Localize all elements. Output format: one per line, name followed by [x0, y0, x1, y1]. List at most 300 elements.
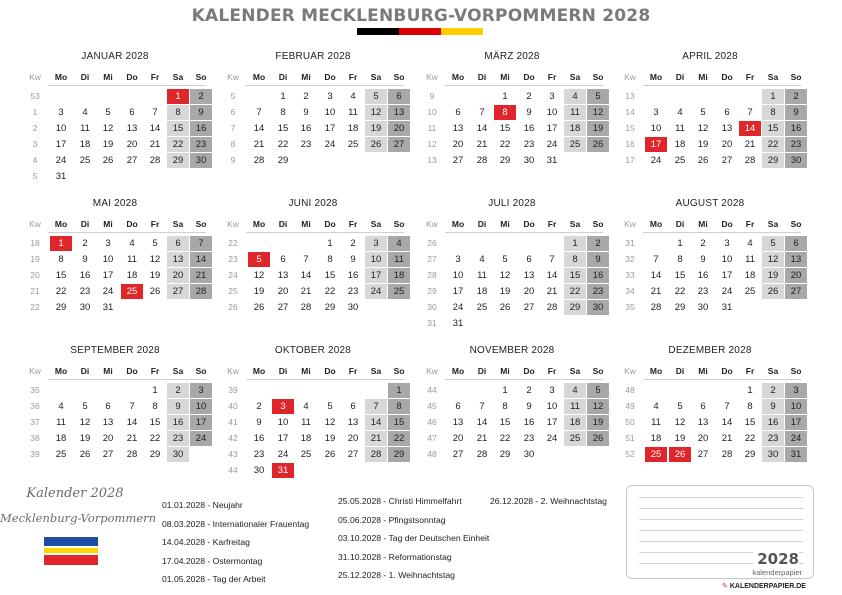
day-cell: 22: [744, 433, 756, 444]
day-cell: 3: [549, 91, 555, 102]
week-row: [421, 316, 603, 332]
weekday-label: Do: [126, 72, 138, 82]
saturday-cell: 23: [762, 431, 784, 446]
sunday-cell: 30: [785, 153, 807, 168]
saturday-cell: 17: [365, 268, 387, 283]
month-title: JUNI 2028: [288, 198, 338, 209]
day-cell: [645, 383, 667, 398]
header-divider: [643, 85, 801, 86]
week-number: 16: [625, 139, 635, 149]
week-rows: [24, 383, 206, 463]
weekday-label: Do: [126, 366, 138, 376]
day-cell: [319, 383, 341, 398]
day-cell: 18: [55, 433, 67, 444]
day-cell: [319, 463, 341, 478]
week-row: [619, 121, 801, 137]
saturday-cell: 30: [167, 447, 189, 462]
saturday-cell: 27: [167, 284, 189, 299]
week-row: [24, 399, 206, 415]
saturday-cell: 8: [167, 105, 189, 120]
weekday-label: Do: [523, 72, 535, 82]
week-row: [222, 447, 404, 463]
week-number-header: Kw: [227, 72, 239, 82]
sunday-cell: 30: [587, 300, 609, 315]
weekday-label: So: [592, 72, 604, 82]
week-row: [222, 300, 404, 316]
week-number: 9: [429, 91, 435, 101]
week-row: [24, 268, 206, 284]
day-cell: 17: [55, 139, 67, 150]
day-cell: 22: [674, 286, 686, 297]
day-cell: 21: [546, 286, 558, 297]
weekday-label: Di: [80, 72, 90, 82]
day-cell: 12: [499, 270, 511, 281]
day-cell: 30: [79, 302, 91, 313]
month-title: MAI 2028: [92, 198, 138, 209]
day-cell: 16: [79, 270, 91, 281]
day-cell: 23: [347, 286, 359, 297]
day-cell: 28: [476, 449, 488, 460]
week-number-header: Kw: [29, 219, 41, 229]
day-cell: 1: [280, 91, 286, 102]
day-cell: 29: [149, 449, 161, 460]
day-cell: 13: [721, 123, 733, 134]
weekday-label: So: [393, 72, 405, 82]
day-cell: [190, 300, 212, 315]
saturday-cell: 7: [365, 399, 387, 414]
day-cell: 7: [549, 254, 555, 265]
sunday-cell: 14: [190, 252, 212, 267]
day-cell: 4: [129, 238, 135, 249]
header-divider: [445, 232, 603, 233]
day-cell: [190, 447, 212, 462]
week-number: 32: [625, 254, 635, 264]
week-number: 15: [625, 123, 635, 133]
sunday-cell: 26: [587, 431, 609, 446]
day-cell: 31: [452, 318, 464, 329]
weekday-label: Mi: [103, 72, 113, 82]
day-cell: 17: [546, 417, 558, 428]
saturday-cell: 2: [762, 383, 784, 398]
notes-line: [639, 497, 803, 498]
week-number: 48: [625, 385, 635, 395]
week-number: 49: [625, 401, 635, 411]
day-cell: 16: [300, 123, 312, 134]
day-cell: 20: [347, 433, 359, 444]
week-number: 43: [228, 449, 238, 459]
day-cell: 26: [697, 155, 709, 166]
header-divider: [246, 232, 404, 233]
saturday-cell: 24: [365, 284, 387, 299]
day-cell: 15: [277, 123, 289, 134]
week-row: [421, 105, 603, 121]
weekday-label: Fr: [745, 72, 755, 82]
day-cell: 14: [300, 270, 312, 281]
sunday-cell: 16: [190, 121, 212, 136]
day-cell: 13: [523, 270, 535, 281]
sunday-cell: 28: [190, 284, 212, 299]
weekday-label: Di: [278, 72, 288, 82]
weekday-header: [619, 219, 801, 231]
day-cell: 27: [452, 449, 464, 460]
week-rows: [222, 383, 404, 479]
day-cell: 21: [476, 139, 488, 150]
brand-footer: [722, 582, 806, 590]
holiday-list-3: [490, 492, 607, 511]
day-cell: 4: [350, 91, 356, 102]
day-cell: 12: [697, 123, 709, 134]
day-cell: 2: [303, 91, 309, 102]
day-cell: 17: [102, 270, 114, 281]
day-cell: [97, 89, 119, 104]
day-cell: 9: [700, 254, 706, 265]
day-cell: 7: [724, 401, 730, 412]
week-rows: [421, 383, 603, 463]
month-title: SEPTEMBER 2028: [70, 345, 160, 356]
day-cell: 6: [700, 401, 706, 412]
weekday-label: Di: [278, 219, 288, 229]
saturday-cell: 15: [762, 121, 784, 136]
day-cell: 17: [324, 123, 336, 134]
saturday-cell: 12: [762, 252, 784, 267]
day-cell: 13: [277, 270, 289, 281]
saturday-cell: 9: [167, 399, 189, 414]
sunday-cell: 16: [785, 121, 807, 136]
day-cell: 15: [149, 417, 161, 428]
week-number: 50: [625, 417, 635, 427]
day-cell: [295, 383, 317, 398]
sunday-cell: 7: [190, 236, 212, 251]
day-cell: 18: [300, 433, 312, 444]
week-row: [222, 383, 404, 399]
holiday-entry: 01.05.2028 - Tag der Arbeit: [162, 574, 266, 584]
day-cell: 12: [253, 270, 265, 281]
week-row: [421, 252, 603, 268]
holiday-cell: 1: [50, 236, 72, 251]
day-cell: 11: [745, 254, 755, 265]
holiday-cell: 5: [248, 252, 270, 267]
header-divider: [643, 379, 801, 380]
day-cell: 7: [747, 107, 753, 118]
saturday-cell: 19: [762, 268, 784, 283]
week-rows: [619, 89, 801, 169]
day-cell: 8: [747, 401, 753, 412]
header-divider: [48, 232, 206, 233]
day-cell: 10: [324, 107, 336, 118]
week-row: [619, 236, 801, 252]
day-cell: 4: [58, 401, 64, 412]
week-row: [619, 252, 801, 268]
week-number-header: Kw: [29, 72, 41, 82]
day-cell: 19: [102, 139, 114, 150]
weekday-label: Mo: [451, 72, 465, 82]
weekday-label: Di: [278, 366, 288, 376]
day-cell: [272, 383, 294, 398]
week-row: [222, 89, 404, 105]
weekday-label: Do: [324, 72, 336, 82]
weekday-label: Di: [477, 366, 487, 376]
holiday-cell: 26: [669, 447, 691, 462]
weekday-label: Fr: [150, 366, 160, 376]
day-cell: 3: [724, 238, 730, 249]
day-cell: 28: [476, 155, 488, 166]
holiday-list-2: [338, 492, 489, 585]
day-cell: [494, 236, 516, 251]
weekday-label: Mi: [103, 219, 113, 229]
day-cell: 24: [452, 302, 464, 313]
week-rows: [619, 236, 801, 316]
day-cell: [365, 300, 387, 315]
week-number: 7: [230, 123, 236, 133]
week-number: 25: [228, 286, 238, 296]
day-cell: 19: [79, 433, 91, 444]
day-cell: 10: [721, 254, 733, 265]
header-divider: [48, 379, 206, 380]
notes-line: [639, 508, 803, 509]
week-row: [619, 153, 801, 169]
week-number: 21: [30, 286, 40, 296]
sunday-cell: 10: [785, 399, 807, 414]
week-number: 17: [625, 155, 635, 165]
week-row: [24, 137, 206, 153]
day-cell: 28: [300, 302, 312, 313]
day-cell: [669, 383, 691, 398]
weekday-label: Di: [80, 366, 90, 376]
day-cell: 6: [724, 107, 730, 118]
notes-year: 2028: [753, 550, 799, 568]
week-number: 4: [32, 155, 38, 165]
week-number: 9: [230, 155, 236, 165]
day-cell: 25: [744, 286, 756, 297]
page-title: KALENDER MECKLENBURG-VORPOMMERN 2028: [191, 6, 651, 26]
day-cell: 4: [82, 107, 88, 118]
saturday-cell: 15: [564, 268, 586, 283]
germany-flag: [357, 28, 483, 35]
day-cell: 16: [347, 270, 359, 281]
weekday-label: Do: [523, 366, 535, 376]
weekday-label: Mi: [301, 366, 311, 376]
day-cell: 30: [523, 449, 535, 460]
day-cell: 29: [324, 302, 336, 313]
week-number: 1: [32, 107, 38, 117]
day-cell: 19: [253, 286, 265, 297]
sunday-cell: 23: [190, 137, 212, 152]
weekday-label: Fr: [745, 219, 755, 229]
day-cell: [471, 89, 493, 104]
day-cell: 3: [327, 91, 333, 102]
day-cell: 4: [677, 107, 683, 118]
week-number: 13: [625, 91, 635, 101]
day-cell: 20: [523, 286, 535, 297]
weekday-label: Sa: [569, 366, 581, 376]
weekday-label: Sa: [767, 72, 779, 82]
week-row: [24, 300, 206, 316]
day-cell: 5: [105, 107, 111, 118]
week-rows: [619, 383, 801, 463]
day-cell: [447, 236, 469, 251]
day-cell: 25: [79, 155, 91, 166]
day-cell: 20: [721, 139, 733, 150]
day-cell: 16: [523, 123, 535, 134]
day-cell: 25: [300, 449, 312, 460]
day-cell: 29: [277, 155, 289, 166]
weekday-label: Mo: [451, 366, 465, 376]
day-cell: [716, 383, 738, 398]
day-cell: 2: [526, 385, 532, 396]
holiday-entry: 17.04.2028 - Ostermontag: [162, 555, 263, 566]
week-number: 46: [427, 417, 437, 427]
pen-icon: ✎: [722, 583, 728, 590]
day-cell: 30: [253, 465, 265, 476]
day-cell: 18: [744, 270, 756, 281]
day-cell: 23: [79, 286, 91, 297]
day-cell: 17: [452, 286, 464, 297]
day-cell: 2: [700, 238, 706, 249]
week-number: 42: [228, 433, 238, 443]
day-cell: 7: [256, 107, 262, 118]
week-row: [222, 236, 404, 252]
day-cell: 3: [653, 107, 659, 118]
notes-line: [639, 519, 803, 520]
header-divider: [246, 379, 404, 380]
day-cell: [762, 300, 784, 315]
day-cell: [74, 169, 96, 184]
day-cell: 22: [149, 433, 161, 444]
day-cell: [388, 153, 410, 168]
day-cell: 19: [674, 433, 686, 444]
weekday-label: Do: [324, 366, 336, 376]
day-cell: [692, 89, 714, 104]
day-cell: 12: [324, 417, 336, 428]
day-cell: 8: [327, 254, 333, 265]
day-cell: 18: [79, 139, 91, 150]
day-cell: 12: [79, 417, 91, 428]
saturday-cell: 26: [365, 137, 387, 152]
week-row: [222, 121, 404, 137]
day-cell: 22: [499, 433, 511, 444]
saturday-cell: 15: [167, 121, 189, 136]
day-cell: 28: [744, 155, 756, 166]
day-cell: 1: [327, 238, 333, 249]
day-cell: 8: [152, 401, 158, 412]
day-cell: 8: [502, 401, 508, 412]
week-rows: [24, 236, 206, 316]
sunday-cell: 12: [587, 399, 609, 414]
day-cell: [541, 447, 563, 462]
week-row: [24, 105, 206, 121]
day-cell: [518, 316, 540, 331]
week-number: 18: [30, 238, 40, 248]
week-row: [421, 137, 603, 153]
day-cell: 6: [280, 254, 286, 265]
weekday-label: Sa: [172, 72, 184, 82]
week-number: 31: [625, 238, 635, 248]
day-cell: [388, 463, 410, 478]
week-number: 22: [30, 302, 40, 312]
day-cell: 27: [697, 449, 709, 460]
week-number: 20: [30, 270, 40, 280]
weekday-label: Di: [675, 366, 685, 376]
day-cell: 20: [277, 286, 289, 297]
week-number: 5: [32, 171, 38, 181]
weekday-label: So: [790, 219, 802, 229]
week-row: [24, 447, 206, 463]
day-cell: 27: [126, 155, 138, 166]
day-cell: 11: [477, 270, 487, 281]
weekday-label: Fr: [547, 72, 557, 82]
day-cell: 20: [126, 139, 138, 150]
saturday-cell: 6: [167, 236, 189, 251]
day-cell: 29: [55, 302, 67, 313]
day-cell: 5: [677, 401, 683, 412]
weekday-label: Fr: [547, 366, 557, 376]
saturday-cell: 18: [564, 415, 586, 430]
weekday-header: [24, 72, 206, 84]
sunday-cell: 9: [587, 252, 609, 267]
week-number-header: Kw: [624, 219, 636, 229]
day-cell: 3: [455, 254, 461, 265]
saturday-cell: 22: [167, 137, 189, 152]
sunday-cell: 13: [785, 252, 807, 267]
week-number: 26: [228, 302, 238, 312]
day-cell: 18: [476, 286, 488, 297]
sunday-cell: 24: [785, 431, 807, 446]
weekday-label: Mi: [500, 366, 510, 376]
sunday-cell: 5: [587, 89, 609, 104]
script-title: Kalender 2028: [26, 486, 124, 501]
saturday-cell: 5: [762, 236, 784, 251]
week-number: 26: [427, 238, 437, 248]
sunday-cell: 27: [785, 284, 807, 299]
weekday-label: Fr: [150, 219, 160, 229]
week-number: 14: [625, 107, 635, 117]
sunday-cell: 13: [388, 105, 410, 120]
day-cell: 28: [149, 155, 161, 166]
day-cell: 10: [546, 107, 558, 118]
day-cell: [342, 153, 364, 168]
sunday-cell: 12: [587, 105, 609, 120]
weekday-label: So: [592, 219, 604, 229]
day-cell: 10: [650, 123, 662, 134]
day-cell: [716, 89, 738, 104]
day-cell: [447, 383, 469, 398]
week-row: [222, 431, 404, 447]
day-cell: [739, 89, 761, 104]
day-cell: [541, 316, 563, 331]
day-cell: 13: [452, 123, 464, 134]
day-cell: 4: [479, 254, 485, 265]
week-row: [222, 415, 404, 431]
day-cell: 9: [526, 401, 532, 412]
day-cell: 16: [253, 433, 265, 444]
day-cell: 16: [523, 417, 535, 428]
saturday-cell: 22: [564, 284, 586, 299]
saturday-cell: 9: [762, 399, 784, 414]
week-number-header: Kw: [227, 219, 239, 229]
day-cell: 13: [452, 417, 464, 428]
week-number: 2: [32, 123, 38, 133]
day-cell: 3: [58, 107, 64, 118]
week-number: 3: [32, 139, 38, 149]
week-number: 52: [625, 449, 635, 459]
day-cell: 28: [721, 449, 733, 460]
day-cell: 31: [55, 171, 67, 182]
day-cell: [564, 153, 586, 168]
day-cell: 25: [55, 449, 67, 460]
script-subtitle: Mecklenburg-Vorpommern: [0, 511, 157, 525]
day-cell: 7: [129, 401, 135, 412]
flag-stripe-red: [399, 28, 441, 35]
